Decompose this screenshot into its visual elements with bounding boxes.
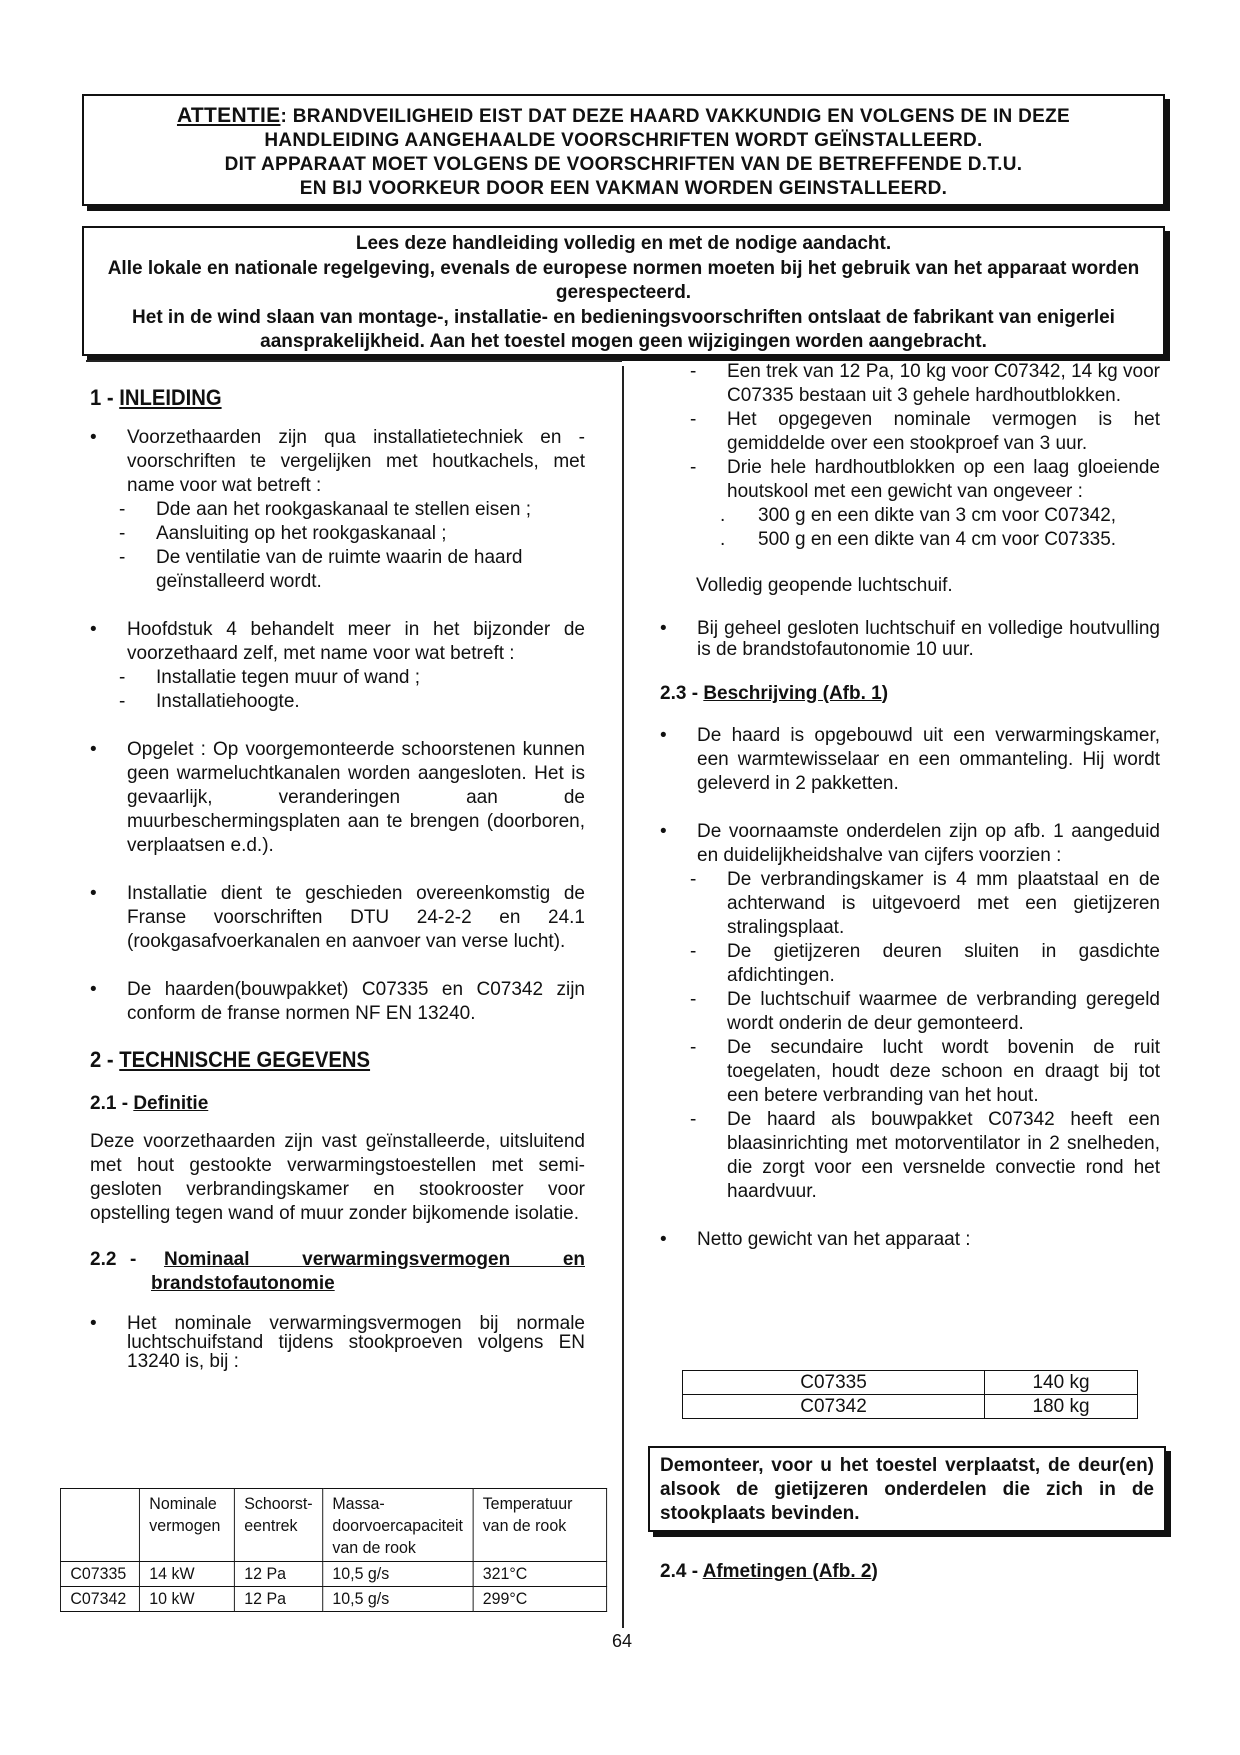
warning-line-3: DIT APPARAAT MOET VOLGENS DE VOORSCHRIFTEN VAN DE BETREFFENDE D.T.U. — [224, 154, 1023, 175]
right-column — [660, 360, 1160, 1252]
intro-dash-3: - De ventilatie van de ruimte waarin de haard geïnstalleerd wordt. — [119, 546, 585, 594]
luchtschuif-text: Volledig geopende luchtschuif. — [696, 575, 953, 596]
notice-line-3: Het in de wind slaan van montage-, installatie- en bedieningsvoorschriften ontslaat de fabrikant van enigerlei aansprakelijkheid. Aan het toestel mogen geen wijzigingen worden aangebracht. — [132, 306, 1115, 352]
onderdeel-dash-5: - De haard als bouwpakket C07342 heeft een blaasinrichting met motorventilator in 2 snelheden, die zorgt voor een versnelde convectie rond het haardvuur. — [690, 1108, 1160, 1204]
section-2-1-heading: 2.1 - Definitie — [90, 1093, 209, 1114]
demonteer-warning-box: Demonteer, voor u het toestel verplaatst, de deur(en) alsook de gietijzeren onderdelen die zich in de stookplaats bevinden. — [648, 1446, 1166, 1532]
trek-dash: - Een trek van 12 Pa, 10 kg voor C07342, 14 kg voor C07335 bestaan uit 3 gehele hardhoutblokken. — [690, 360, 1160, 408]
intro-bullet-5: • De haarden(bouwpakket) C07335 en C07342 zijn conform de franse normen NF EN 13240. — [90, 978, 585, 1026]
left-column — [90, 370, 585, 1371]
vermogen-dash: - Het opgegeven nominale vermogen is het gemiddelde over een stookproef van 3 uur. — [690, 408, 1160, 456]
table-row: C07342 180 kg — [683, 1395, 1138, 1419]
section-2-heading: 2 - TECHNISCHE GEGEVENS — [90, 1047, 371, 1072]
warning-box — [82, 94, 1165, 206]
onderdeel-dash-2: - De gietijzeren deuren sluiten in gasdichte afdichtingen. — [690, 940, 1160, 988]
intro-bullet-3: • Opgelet : Op voorgemonteerde schoorstenen kunnen geen warmeluchtkanalen worden aangesloten. Het is gevaarlijk, veranderingen aan de muurbeschermingsplaten aan te brengen (doorboren, verplaatsen e.d.). — [90, 738, 585, 858]
section-1-heading: 1 - INLEIDING — [90, 385, 222, 410]
column-divider — [622, 366, 624, 1628]
notice-line-1: Lees deze handleiding volledig en met de nodige aandacht. — [355, 233, 892, 254]
section-2-2-heading: 2.2 - Nominaal verwarmingsvermogen en brandstofautonomie — [90, 1249, 585, 1294]
table-row: C07335 140 kg — [683, 1371, 1138, 1395]
onderdeel-dash-4: - De secundaire lucht wordt bovenin de ruit toegelaten, houdt deze schoon en draagt bij tot een betere verbranding van het hout. — [690, 1036, 1160, 1108]
intro-dash-2: - Aansluiting op het rookgaskanaal ; — [119, 522, 585, 546]
onderdeel-dash-3: - De luchtschuif waarmee de verbranding geregeld wordt onderin de deur gemonteerd. — [690, 988, 1160, 1036]
warning-line-2: HANDLEIDING AANGEHAALDE VOORSCHRIFTEN WORDT GEÏNSTALLEERD. — [264, 130, 983, 151]
power-table — [60, 1488, 607, 1612]
hardhout-dash: - Drie hele hardhoutblokken op een laag gloeiende houtskool met een gewicht van ongeveer : — [690, 456, 1160, 504]
notice-line-2: Alle lokale en nationale regelgeving, evenals de europese normen moeten bij het gebruik van het apparaat worden gerespecteerd. — [107, 257, 1140, 303]
attentie-label: ATTENTIE — [176, 104, 281, 127]
intro-dash-5: - Installatiehoogte. — [119, 690, 585, 714]
intro-bullet-1: • Voorzethaarden zijn qua installatietechniek en -voorschriften te vergelijken met houtkachels, met name voor wat betreft : — [90, 426, 585, 498]
autonomie-bullet: • Bij geheel gesloten luchtschuif en volledige houtvulling is de brandstofautonomie 10 uur. — [660, 618, 1160, 660]
definition-text: Deze voorzethaarden zijn vast geïnstalleerde, uitsluitend met hout gestookte verwarmingstoestellen met semi-gesloten verbrandingskamer en stookrooster voor opstelling tegen wand of muur zonder bijkomende isolatie. — [90, 1131, 585, 1224]
notice-box — [82, 226, 1165, 356]
intro-bullet-2: • Hoofdstuk 4 behandelt meer in het bijzonder de voorzethaard zelf, met name voor wat betreft : — [90, 618, 585, 666]
table-header-row: Nominale vermogen Schoorst-eentrek Massa-doorvoercapaciteit van de rook Temperatuur van de rook — [60, 1489, 606, 1562]
table-row: C07335 14 kW 12 Pa 10,5 g/s 321°C — [60, 1562, 606, 1587]
onderdeel-dash-1: - De verbrandingskamer is 4 mm plaatstaal en de achterwand is uitgevoerd met een gietijzeren stralingsplaat. — [690, 868, 1160, 940]
page-number: 64 — [612, 1631, 633, 1651]
warning-line-4: EN BIJ VOORKEUR DOOR EEN VAKMAN WORDEN GEINSTALLEERD. — [299, 178, 948, 199]
intro-bullet-4: • Installatie dient te geschieden overeenkomstig de Franse voorschriften DTU 24-2-2 en 24.1 (rookgasafvoerkanalen en aanvoer van verse lucht). — [90, 882, 585, 954]
power-bullet: • Het nominale verwarmingsvermogen bij normale luchtschuifstand tijdens stookproeven volgens EN 13240 is, bij : — [90, 1314, 585, 1371]
gewicht-bullet: • Netto gewicht van het apparaat : — [660, 1228, 1160, 1252]
section-2-4-heading: 2.4 - Afmetingen (Afb. 2) — [660, 1561, 878, 1582]
left-column-rule — [86, 360, 622, 362]
section-2-3-heading: 2.3 - Beschrijving (Afb. 1) — [660, 683, 889, 704]
intro-dash-1: - Dde aan het rookgaskanaal te stellen eisen ; — [119, 498, 585, 522]
houtskool-line-1: . 300 g en een dikte van 3 cm voor C07342, — [720, 504, 1160, 528]
beschrijving-bullet-2: • De voornaamste onderdelen zijn op afb. 1 aangeduid en duidelijkheidshalve van cijfers voorzien : — [660, 820, 1160, 868]
warning-line-1: ATTENTIE: BRANDVEILIGHEID EIST DAT DEZE HAARD VAKKUNDIG EN VOLGENS DE IN DEZE — [176, 104, 1071, 127]
intro-dash-4: - Installatie tegen muur of wand ; — [119, 666, 585, 690]
weight-table — [682, 1370, 1138, 1419]
table-row: C07342 10 kW 12 Pa 10,5 g/s 299°C — [60, 1587, 606, 1612]
beschrijving-bullet-1: • De haard is opgebouwd uit een verwarmingskamer, een warmtewisselaar en een ommanteling. Hij wordt geleverd in 2 pakketten. — [660, 724, 1160, 796]
houtskool-line-2: . 500 g en een dikte van 4 cm voor C07335. — [720, 528, 1160, 552]
